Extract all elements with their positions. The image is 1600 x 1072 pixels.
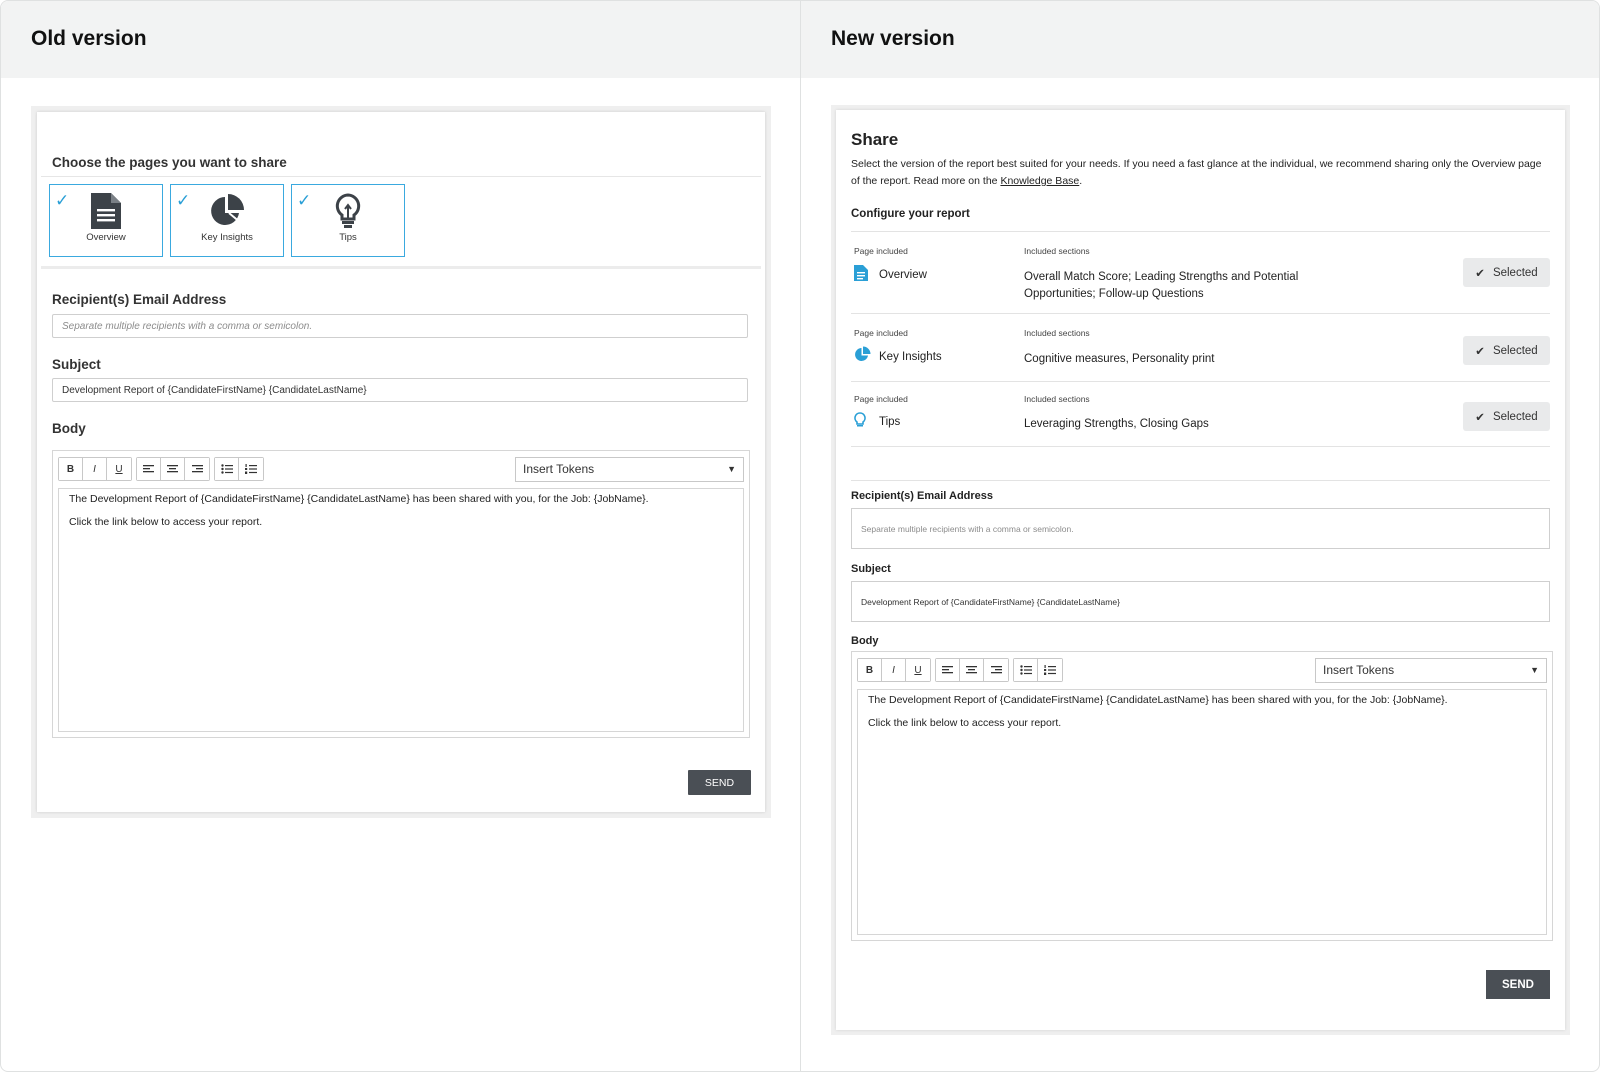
included-sections-caption: Included sections — [1024, 246, 1090, 256]
old-version-header — [1, 1, 800, 78]
check-icon: ✔ — [1475, 267, 1485, 280]
recipients-label: Recipient(s) Email Address — [52, 292, 227, 307]
body-line: The Development Report of {CandidateFirstName} {CandidateLastName} has been shared with you, for the Job: {JobName}. — [868, 694, 1448, 706]
page-name: Overview — [879, 269, 927, 281]
report-row-overview — [851, 240, 1550, 312]
included-sections: Overall Match Score; Leading Strengths and Potential Opportunities; Follow-up Questions — [1024, 271, 1299, 300]
caret-down-icon: ▼ — [1530, 665, 1539, 675]
pie-chart-icon — [854, 346, 871, 368]
check-icon: ✔ — [1475, 345, 1485, 358]
share-description — [851, 156, 1551, 190]
new-version-heading: New version — [831, 27, 955, 50]
divider — [41, 176, 761, 177]
selected-button[interactable] — [1463, 258, 1550, 287]
italic-button[interactable]: I — [882, 659, 906, 681]
page-included-caption: Page included — [854, 394, 908, 404]
body-label: Body — [851, 635, 879, 647]
divider — [851, 480, 1550, 481]
body-line: The Development Report of {CandidateFirstName} {CandidateLastName} has been shared with you, for the Job: {JobName}. — [69, 493, 649, 505]
checkmark-icon: ✓ — [176, 191, 191, 210]
old-share-panel — [31, 106, 771, 818]
document-icon — [50, 193, 162, 231]
lightbulb-icon — [854, 412, 866, 433]
insert-tokens-label: Insert Tokens — [1323, 663, 1395, 677]
align-group — [136, 457, 210, 481]
selected-label: Selected — [1492, 410, 1538, 423]
insert-tokens-label: Insert Tokens — [523, 462, 595, 476]
bold-button[interactable]: B — [59, 458, 83, 480]
subject-label: Subject — [851, 563, 891, 575]
divider — [41, 266, 761, 269]
body-line: Click the link below to access your report. — [868, 716, 1062, 729]
share-title: Share — [851, 130, 899, 149]
body-editor — [851, 651, 1553, 941]
bullet-list-icon[interactable] — [215, 458, 239, 480]
choose-pages-title: Choose the pages you want to share — [52, 155, 287, 170]
body-line: Click the link below to access your report. — [69, 515, 263, 528]
align-group — [935, 658, 1009, 682]
insert-tokens-select[interactable] — [1315, 658, 1547, 683]
selected-label: Selected — [1492, 266, 1538, 279]
report-row-tips — [851, 388, 1550, 448]
body-textarea[interactable] — [857, 689, 1547, 935]
checkmark-icon: ✓ — [55, 191, 70, 210]
align-center-icon[interactable] — [960, 659, 984, 681]
numbered-list-icon[interactable] — [239, 458, 263, 480]
send-button[interactable]: SEND — [1486, 970, 1550, 999]
divider — [851, 381, 1550, 382]
page-option-tips[interactable] — [291, 184, 405, 257]
subject-label: Subject — [52, 357, 101, 372]
body-label: Body — [52, 421, 86, 436]
bold-button[interactable]: B — [858, 659, 882, 681]
new-version-column — [801, 1, 1600, 1071]
editor-toolbar — [857, 657, 1547, 683]
old-version-column — [1, 1, 801, 1071]
lightbulb-icon — [292, 193, 404, 231]
recipients-label: Recipient(s) Email Address — [851, 490, 994, 502]
send-button[interactable]: SEND — [688, 770, 751, 795]
selected-label: Selected — [1492, 344, 1538, 357]
bullet-list-icon[interactable] — [1014, 659, 1038, 681]
align-left-icon[interactable] — [936, 659, 960, 681]
caret-down-icon: ▼ — [727, 464, 736, 474]
knowledge-base-link[interactable]: Knowledge Base — [1000, 175, 1080, 187]
insert-tokens-select[interactable] — [515, 457, 744, 482]
page-option-label: Tips — [339, 232, 357, 243]
selected-button[interactable] — [1463, 402, 1550, 431]
checkmark-icon: ✓ — [297, 191, 312, 210]
recipients-input[interactable]: Separate multiple recipients with a comma or semicolon. — [52, 314, 748, 338]
numbered-list-icon[interactable] — [1038, 659, 1062, 681]
new-version-header — [801, 1, 1600, 78]
included-sections-caption: Included sections — [1024, 328, 1090, 338]
page-included-caption: Page included — [854, 246, 908, 256]
italic-button[interactable]: I — [83, 458, 107, 480]
report-row-key-insights — [851, 322, 1550, 382]
body-editor — [52, 450, 750, 738]
format-group — [58, 457, 132, 481]
underline-button[interactable]: U — [107, 458, 131, 480]
page-name: Key Insights — [879, 351, 942, 363]
format-group — [857, 658, 931, 682]
editor-toolbar — [58, 456, 744, 482]
new-share-panel — [831, 105, 1570, 1035]
included-sections: Cognitive measures, Personality print — [1024, 353, 1215, 365]
divider — [851, 313, 1550, 314]
page-option-overview[interactable] — [49, 184, 163, 257]
align-center-icon[interactable] — [161, 458, 185, 480]
subject-input[interactable]: Development Report of {CandidateFirstName} {CandidateLastName} — [851, 581, 1550, 622]
selected-button[interactable] — [1463, 336, 1550, 365]
align-right-icon[interactable] — [185, 458, 209, 480]
body-textarea[interactable] — [58, 488, 744, 732]
old-version-heading: Old version — [31, 27, 147, 50]
underline-button[interactable]: U — [906, 659, 930, 681]
page-option-label: Overview — [86, 232, 126, 243]
description-end: . — [1079, 175, 1083, 187]
align-left-icon[interactable] — [137, 458, 161, 480]
page-option-key-insights[interactable] — [170, 184, 284, 257]
check-icon: ✔ — [1475, 411, 1485, 424]
document-icon — [854, 265, 868, 286]
page-option-label: Key Insights — [201, 232, 253, 243]
page-name: Tips — [879, 416, 901, 428]
list-group — [214, 457, 264, 481]
new-share-card — [836, 110, 1565, 1030]
included-sections: Leveraging Strengths, Closing Gaps — [1024, 418, 1209, 430]
old-share-card — [37, 112, 765, 812]
divider — [851, 446, 1550, 447]
list-group — [1013, 658, 1063, 682]
included-sections-caption: Included sections — [1024, 394, 1090, 404]
divider — [851, 231, 1550, 232]
configure-title: Configure your report — [851, 208, 970, 220]
recipients-input[interactable]: Separate multiple recipients with a comma or semicolon. — [851, 508, 1550, 549]
page-included-caption: Page included — [854, 328, 908, 338]
subject-input[interactable]: Development Report of {CandidateFirstName} {CandidateLastName} — [52, 378, 748, 402]
page-options — [49, 184, 405, 257]
description-text: Select the version of the report best suited for your needs. If you need a fast glance at the individual, we recommend sharing only the Overview page of the report. Read more on the — [851, 158, 1542, 187]
pie-chart-icon — [171, 193, 283, 231]
align-right-icon[interactable] — [984, 659, 1008, 681]
